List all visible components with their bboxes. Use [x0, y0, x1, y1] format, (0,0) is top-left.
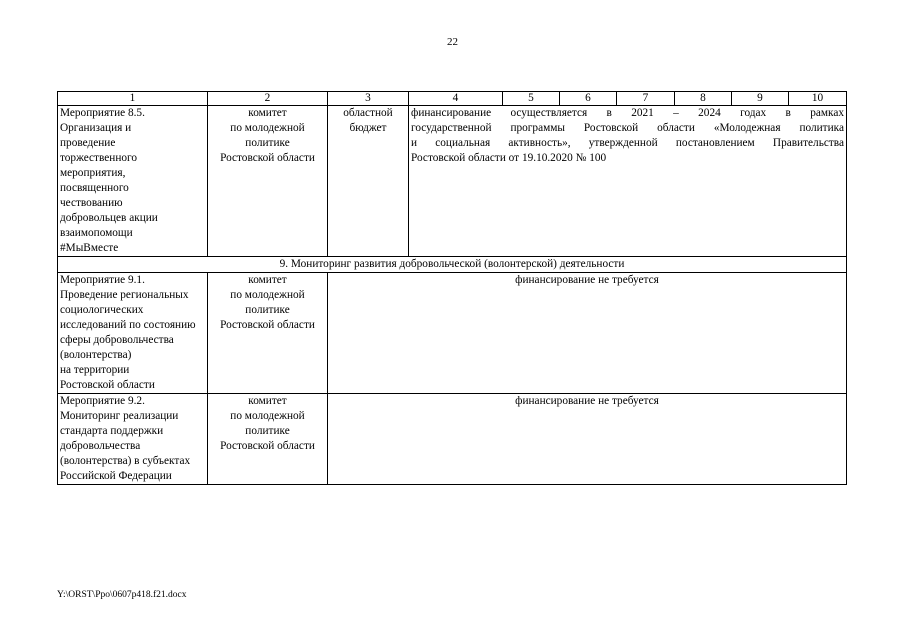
column-number: 5 [503, 92, 560, 106]
column-number: 1 [58, 92, 208, 106]
responsible-executor: комитет по молодежной политике Ростовской области [208, 394, 328, 485]
column-number: 3 [328, 92, 409, 106]
activity-description: Мероприятие 9.1. Проведение региональных социологических исследований по состоянию сферы добровольчества (волонтерства) на территории Ростовской области [58, 273, 208, 394]
column-number: 7 [617, 92, 675, 106]
column-number: 6 [560, 92, 617, 106]
column-number: 2 [208, 92, 328, 106]
column-number-row [58, 92, 847, 106]
column-number: 8 [675, 92, 732, 106]
financing-note: финансирование не требуется [328, 394, 847, 485]
funding-source: областной бюджет [328, 106, 409, 257]
financing-note: финансирование не требуется [328, 273, 847, 394]
section-title: 9. Мониторинг развития добровольческой (волонтерской) деятельности [58, 257, 847, 273]
column-number: 9 [732, 92, 789, 106]
table-row [58, 106, 847, 257]
responsible-executor: комитет по молодежной политике Ростовской области [208, 273, 328, 394]
column-number: 4 [409, 92, 503, 106]
responsible-executor: комитет по молодежной политике Ростовской области [208, 106, 328, 257]
column-number: 10 [789, 92, 847, 106]
activity-description: Мероприятие 8.5. Организация и проведение торжественного мероприятия, посвященного чествованию добровольцев акции взаимопомощи #МыВместе [58, 106, 208, 257]
activity-description: Мероприятие 9.2. Мониторинг реализации стандарта поддержки добровольчества (волонтерства) в субъектах Российской Федерации [58, 394, 208, 485]
table-row [58, 273, 847, 394]
financing-note: финансирование осуществляется в 2021 – 2024 годах в рамках государственной программы Ростовской области «Молодежная политика и социальная активность», утвержденной постановлением Правительства Ростовской области от 19.10.2020 № 100 [409, 106, 847, 257]
page-number: 22 [447, 36, 458, 48]
activities-table [57, 91, 847, 485]
table-row [58, 394, 847, 485]
file-path-footer: Y:\ORST\Ppo\0607p418.f21.docx [57, 590, 187, 600]
section-heading-row [58, 257, 847, 273]
